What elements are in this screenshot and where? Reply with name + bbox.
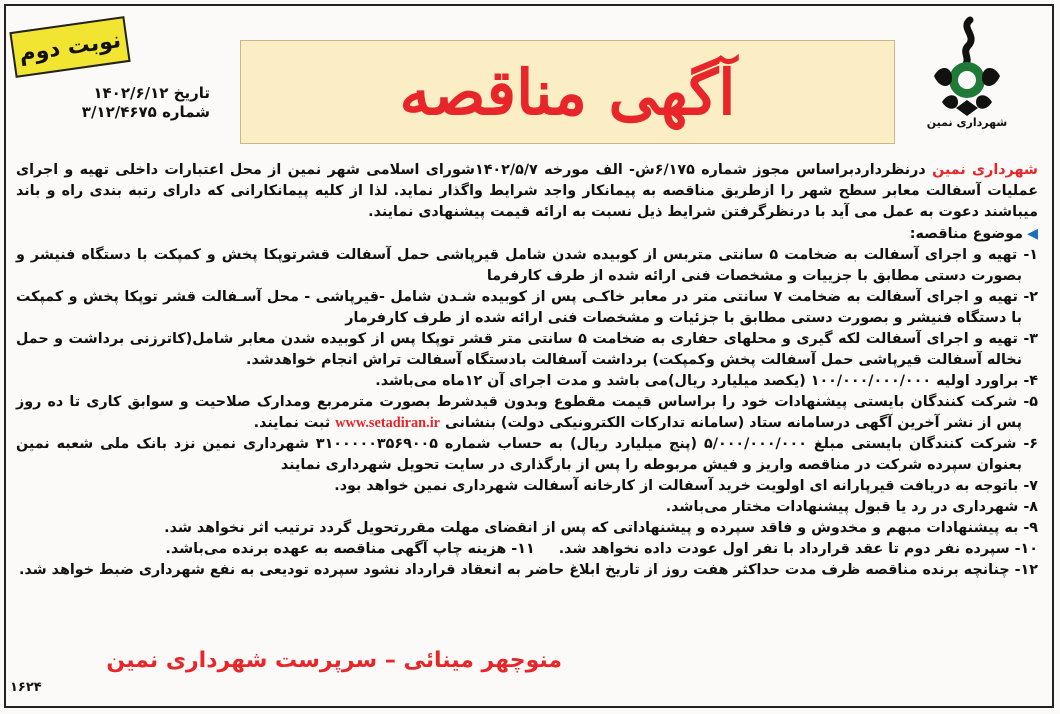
subject-label: موضوع مناقصه: — [909, 226, 1023, 242]
list-item: ۲- تهیه و اجرای آسفالت به ضخامت ۷ سانتی متر در معابر خاکـی پس از کوبیده شـدن شامل -قیرپاشی - محل آسـفالت قشر توپکا پخش و کمپکت با دستگاه فنیشر و بصورت دستی مطابق با جزئیات و مشخصات فنی ارائه شده از طرف کارفرمار — [16, 289, 1038, 326]
list-item: ۱- تهیه و اجرای آسفالت به ضخامت ۵ سانتی متربس از کوبیده شدن شامل قیرپاشی حمل آسفالت قشرتوپکا پخش و کمپکت با دستگاه فنیشر و بصورت دستی مطابق با جزییات و مشخصات فنی ارائه شده از طرف کارفرما — [16, 247, 1038, 284]
round-badge-text: نوبت دوم — [17, 27, 123, 67]
logo-emblem-icon — [912, 14, 1022, 118]
title-box — [240, 40, 895, 144]
municipality-logo — [902, 14, 1032, 146]
date-block — [70, 84, 210, 122]
footer-code: ۱۶۲۴ — [10, 680, 42, 695]
list-item: ۸- شهرداری در رد یا قبول پیشنهادات مختار می‌باشد. — [665, 499, 1038, 515]
subject-heading — [16, 224, 1038, 245]
list-item: ۱۲- چنانچه برنده مناقصه ظرف مدت حداکثر هفت روز از تاریخ ابلاغ حاضر به انعقاد قرارداد نشود سپرده تودیعی به نفع شهرداری ضبط خواهد شد. — [18, 562, 1038, 578]
triangle-bullet-icon: ◀ — [1027, 226, 1038, 242]
signature: منوچهر مینائی – سرپرست شهرداری نمین — [106, 648, 562, 673]
intro-text: درنظرداردبراساس مجوز شماره ۶/۱۷۵ش- الف مورخه ۱۴۰۲/۵/۷شورای اسلامی شهر نمین از محل اعتبارات داخلی تهیه و اجرای عملیات آسفالت معابر سطح شهر را ازطریق مناقصه به پیمانکار واجد شرایط واگذار نماید. لذا از کلیه پیمانکارانی که دارای رتبه بندی راه و باند میباشند دعوت به عمل می آید با درنظرگرفتن شرایط ذیل نسبت به ارائه قیمت پیشنهادی نمایند. — [16, 162, 1038, 220]
logo-caption: شهرداری نمین — [926, 116, 1008, 129]
items-10-11 — [16, 539, 1038, 560]
conditions-list — [16, 245, 1038, 581]
tender-body — [16, 160, 1038, 581]
website-link[interactable]: www.setadiran.ir — [335, 415, 441, 431]
date-line: تاریخ ۱۴۰۲/۶/۱۲ — [93, 84, 210, 102]
number-line: شماره ۳/۱۲/۴۶۷۵ — [81, 103, 210, 121]
list-item — [16, 392, 1038, 434]
intro-municipality: شهرداری نمین — [932, 162, 1038, 178]
list-item: ۹- به پیشنهادات مبهم و مخدوش و فاقد سپرده و پیشنهاداتی که پس از انقضای مهلت مقررتحویل گردد ترتیب اثر نخواهد شد. — [164, 520, 1038, 536]
item5-text: ۵- شرکت کنندگان بایستی پیشنهادات خود را براساس قیمت مقطوع وبدون قیدشرط بصورت مترمربع ومدارک صلاحیت و سوابق کاری تا ده روز پس از نشر آخرین آگهی درسامانه ستاد (سامانه تدارکات الکترونیکی دولت) بنشانی — [16, 394, 1038, 431]
list-item: ۶- شرکت کنندگان بایستی مبلغ ۵/۰۰۰/۰۰۰/۰۰۰ (پنج میلیارد ریال) به حساب شماره ۳۱۰۰۰۰۰۳۵۶۹۰۰۵ شهرداری نمین نزد بانک ملی شعبه نمین بعنوان سپرده شرکت در مناقصه واریز و فیش مربوطه را پس از بارگذاری در سایت تحویل شهرداری نمایند — [16, 436, 1038, 473]
page-title: آگهی مناقصه — [399, 55, 736, 129]
item10: ۱۰- سپرده نفر دوم تا عقد قرارداد با نفر اول عودت داده نخواهد شد. — [558, 541, 1038, 557]
item5-tail: ثبت نمایند. — [253, 415, 336, 431]
list-item-row — [16, 539, 1038, 560]
list-item: ۳- تهیه و اجرای آسفالت لکه گیری و محلهای حفاری به ضخامت ۵ سانتی متر قشر توپکا پس از کوبیده شدن معابر شامل(کاترزنی برداشت و حمل نخاله آسفالت قیرپاشی حمل آسفالت پخش وکمپکت) برداشت آسفالت بادستگاه آسفالت تراش انجام خواهدشد. — [16, 331, 1038, 368]
item11: ۱۱- هزینه چاپ آگهی مناقصه به عهده برنده می‌باشد. — [165, 541, 535, 557]
list-item: ۴- براورد اولیه ۱۰۰/۰۰۰/۰۰۰/۰۰۰ (یکصد میلیارد ریال)می باشد و مدت اجرای آن ۱۲ماه می‌باشد. — [375, 373, 1038, 389]
list-item: ۷- باتوجه به دریافت قیرپارانه ای اولویت خرید آسفالت از کارخانه آسفالت شهرداری نمین خواهد بود. — [334, 478, 1038, 494]
intro-paragraph — [16, 160, 1038, 223]
